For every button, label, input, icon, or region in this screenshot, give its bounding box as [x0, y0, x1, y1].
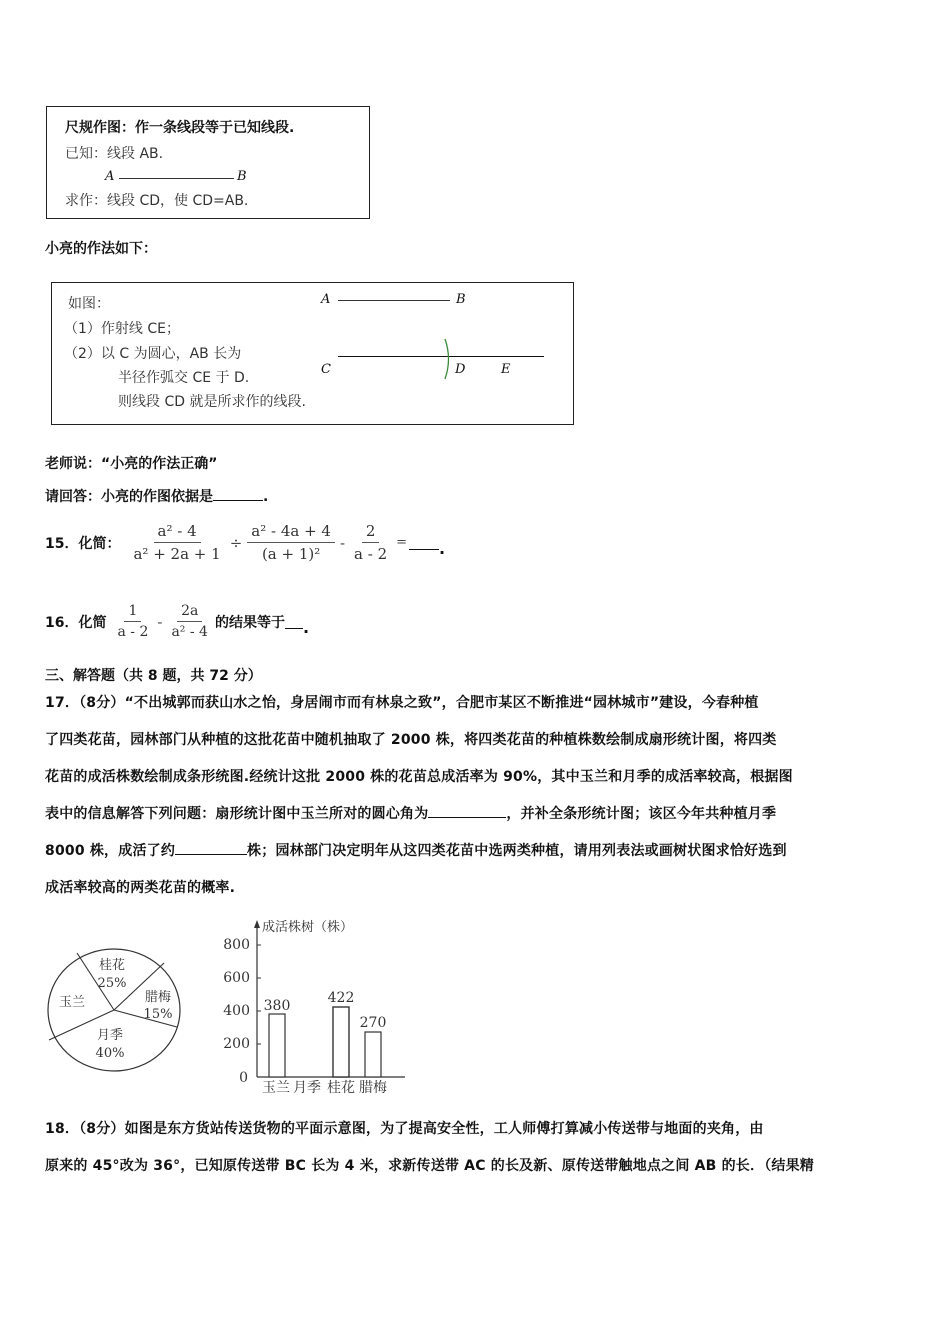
teacher-comment: 老师说：“小亮的作法正确” [45, 456, 218, 472]
question-16: 16．化简 $\frac{1}{a - 2}$ - $\frac{2a}{\text{a² - 4}}$ 的结果等于 . [45, 603, 310, 640]
q16-fraction-1: $\frac{1}{a - 2}$ [117, 603, 149, 640]
ytick-200: 200 [223, 1036, 250, 1052]
bar-value-yulan: 380 [263, 998, 291, 1014]
fig-point-a: A [321, 292, 331, 307]
bar-cat-yueji: 月季 [293, 1080, 321, 1094]
q17-line-4: 表中的信息解答下列问题：扇形统计图中玉兰所对的圆心角为 ，并补全条形统计图；该区今年共种植月季 [45, 806, 777, 822]
q15-divide: ÷ [229, 533, 243, 552]
method-line-5: 则线段 CD 就是所求作的线段. [118, 394, 306, 410]
q18-line-2: 原来的 45°改为 36°，已知原传送带 BC 长为 4 米，求新传送带 AC 的长及新、原传送带触地点之间 AB 的长．（结果精 [45, 1158, 815, 1174]
bar-value-guihua: 422 [327, 990, 355, 1006]
method-line-2: （1）作射线 CE； [64, 321, 180, 337]
q15-fraction-1: $\frac{\text{a² - 4}}{\text{a² + 2a + 1}}$ [133, 522, 221, 563]
fig-segment-ab [338, 300, 450, 301]
q16-minus: - [157, 612, 163, 631]
q16-suffix: 的结果等于 [214, 614, 285, 631]
ray-ce [338, 356, 544, 357]
method-line-1: 如图： [68, 296, 110, 312]
q17-line-6: 成活率较高的两类花苗的概率. [45, 880, 236, 896]
require-text: 求作：线段 CD，使 CD=AB. [65, 193, 249, 209]
pie-pct-guihua: 25% [97, 976, 127, 991]
q17-line-5: 8000 株，成活了约 株；园林部门决定明年从这四类花苗中选两类种植，请用列表法或画树状图求恰好选到 [45, 843, 787, 859]
ytick-600: 600 [223, 970, 250, 986]
q15-label: 15．化简： [45, 535, 121, 552]
pie-label-yulan: 玉兰 [58, 995, 86, 1010]
ytick-800: 800 [223, 937, 250, 953]
intro-text: 小亮的作法如下： [45, 241, 157, 257]
construction-problem-box [46, 106, 370, 219]
q17-line-2: 了四类花苗，园林部门从种植的这批花苗中随机抽取了 2000 株，将四类花苗的种植株数绘制成扇形统计图，将四类 [45, 732, 777, 748]
q16-answer-blank[interactable] [285, 628, 303, 629]
q17-line-3: 花苗的成活株数绘制成条形统图.经统计这批 2000 株的花苗总成活率为 90%，其中玉兰和月季的成活率较高，根据图 [45, 769, 793, 785]
bar-cat-guihua: 桂花 [327, 1080, 355, 1094]
question-17 [45, 685, 915, 907]
pie-pct-yueji: 40% [95, 1046, 125, 1061]
question-15: 15．化简： $\frac{\text{a² - 4}}{\text{a² + 2a + 1}}$ ÷ $\frac{\text{a² - 4a + 4}}{\text{(a + 1)²}}$ - $\frac{2}{a - 2}$ = . [45, 522, 446, 563]
pie-label-yueji: 月季 [96, 1028, 124, 1043]
construction-title: 尺规作图：作一条线段等于已知线段. [65, 120, 295, 136]
q17-angle-blank[interactable] [428, 817, 506, 818]
bar-guihua [333, 1007, 349, 1077]
pie-label-lamei: 腊梅 [144, 990, 172, 1005]
q15-minus: - [339, 533, 346, 552]
answer-blank[interactable] [213, 500, 263, 501]
bar-yulan [269, 1014, 285, 1077]
ytick-0: 0 [239, 1070, 248, 1086]
q16-label: 16．化简 [45, 614, 107, 631]
q15-equals: = [396, 535, 408, 550]
q15-fraction-2: $\frac{\text{a² - 4a + 4}}{\text{(a + 1)²}}$ [247, 522, 335, 563]
fig-point-d: D [455, 362, 466, 377]
point-b-label: B [237, 169, 247, 184]
fig-point-e: E [501, 362, 511, 377]
answer-prompt-text: 请回答：小亮的作图依据是 [45, 489, 213, 505]
method-line-3: （2）以 C 为圆心，AB 长为 [64, 346, 242, 362]
given-text: 已知：线段 AB. [65, 146, 164, 162]
answer-prompt: 请回答：小亮的作图依据是 . [45, 489, 269, 505]
construction-method-box [51, 282, 574, 425]
q17-line-1: 17．（8分）“不出城郭而获山水之怡，身居闹市而有林泉之致”，合肥市某区不断推进“园林城市”建设，今春种植 [45, 695, 759, 711]
arc-d [442, 337, 456, 381]
bar-value-lamei: 270 [359, 1015, 387, 1031]
section-3-heading: 三、解答题（共 8 题，共 72 分） [45, 668, 262, 684]
pie-chart [44, 945, 184, 1075]
q18-line-1: 18．（8分）如图是东方货站传送货物的平面示意图，为了提高安全性，工人师傅打算减小传送带与地面的夹角，由 [45, 1121, 764, 1137]
fig-point-b: B [456, 292, 466, 307]
fig-point-c: C [321, 362, 331, 377]
bar-cat-yulan: 玉兰 [262, 1080, 290, 1094]
bar-ylabel: 成活株树（株） [262, 920, 354, 935]
pie-pct-lamei: 15% [143, 1007, 173, 1022]
q15-answer-blank[interactable] [409, 549, 439, 550]
method-line-4: 半径作弧交 CE 于 D. [118, 370, 250, 386]
bar-cat-lamei: 腊梅 [359, 1080, 387, 1094]
q16-fraction-2: $\frac{2a}{\text{a² - 4}}$ [171, 603, 208, 640]
point-a-label: A [105, 169, 115, 184]
segment-ab [119, 178, 234, 179]
ytick-400: 400 [223, 1003, 250, 1019]
question-18 [45, 1111, 915, 1185]
q15-fraction-3: $\frac{2}{a - 2}$ [354, 522, 388, 563]
pie-label-guihua: 桂花 [98, 958, 126, 973]
bar-chart [210, 912, 410, 1094]
q17-count-blank[interactable] [175, 854, 247, 855]
bar-lamei [365, 1032, 381, 1077]
